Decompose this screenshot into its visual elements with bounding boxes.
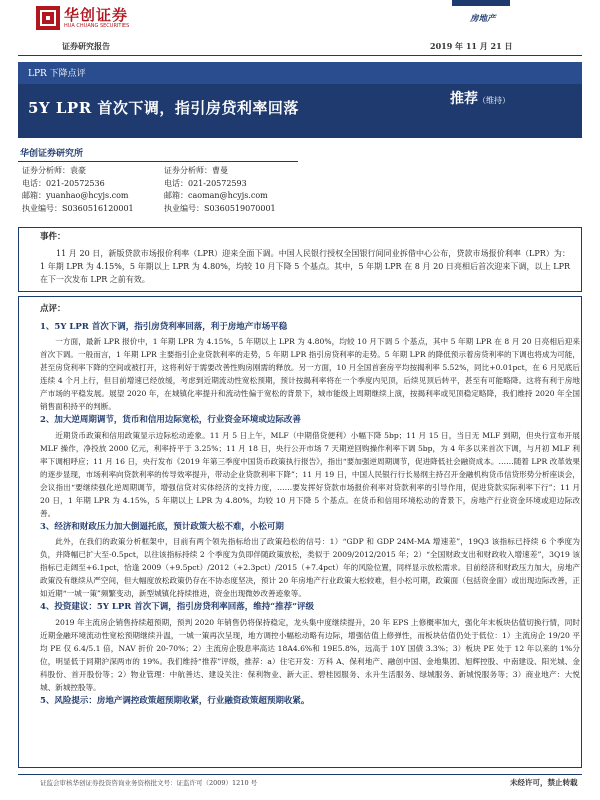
footer-divider [18, 774, 582, 775]
industry-label: 房地产 [470, 14, 496, 24]
analyst-name-row [22, 165, 134, 178]
analyst-email-row [164, 190, 276, 203]
analyst-name: 袁豪 [70, 166, 86, 175]
header-corner-tab [452, 0, 510, 6]
risk-line [40, 696, 580, 707]
analyst-role: 证券分析师： [22, 166, 70, 175]
analyst-card [22, 165, 134, 215]
analyst-name: 曹曼 [212, 166, 228, 175]
rating-note: （维持） [478, 96, 510, 105]
footer-notice: 未经许可，禁止转载 [510, 778, 578, 787]
report-subtitle: LPR 下降点评 [28, 69, 86, 79]
analyst-email[interactable]: yuanhao@hcyjs.com [46, 191, 129, 200]
analyst-license-row [22, 203, 134, 216]
company-logo-icon [36, 6, 60, 30]
analyst-license: S0360519070001 [204, 203, 276, 213]
company-logo-english: HUA CHUANG SECURITIES [64, 23, 130, 29]
analyst-card [164, 165, 276, 215]
institute-name: 华创证券研究所 [20, 149, 84, 159]
analyst-phone: 021-20572593 [188, 178, 247, 188]
event-text: 11 月 20 日，新版贷款市场报价利率（LPR）迎来全面下调。中国人民银行授权全国银行间同业拆借中心公布，贷款市场报价利率（LPR）为：1 年期 LPR 为 4.15%，5 年期以上 LPR 为 4.80%，均较 10 月下降 5 个基点。其中，5 年期 LPR 在 8 月 20 日亮相后首次迎来下调，以上 LPR 在下一次发布 LPR 之前有效。 [40, 249, 570, 284]
email-label: 邮箱： [164, 191, 188, 200]
email-label: 邮箱： [22, 191, 46, 200]
analyst-email-row [22, 190, 134, 203]
section-title: 2、加大逆周期调节，货币和信用边际宽松，行业资金环境或边际改善 [40, 415, 301, 426]
section-title: 5、风险提示： [40, 695, 97, 706]
event-heading: 事件： [40, 232, 66, 242]
section-text: 一方面，最新 LPR 报价中，1 年期 LPR 为 4.15%，5 年期以上 LPR 为 4.80%，均较 10 月下调 5 个基点，其中 5 年期 LPR 在 8 月 20 日亮相后迎来首次下调。一般而言，1 年期 LPR 主要指引企业贷款利率的走势，5 年期 LPR 指引房贷利率的走势。5 年期 LPR 的降低预示着房贷利率的下调也将成为可能，甚至房贷利率下降的空间或被打开，这将利好于需要改善性购房刚需的释放。另一方面，10 月全国首套房平均按揭利率 5.52%，同比+0.01pct，在 6 月见底后连续 4 个月上行，但目前增速已经放缓，考虑到近期流动性宽松预期，预计按揭利率将在一个季度内见顶，后续见顶后转平，甚至有可能略降。这将有利于房地产市场的平稳发展。展望 2020 年，在城镇化率提升和流动性偏于宽松的背景下，城市能级上周期继续上演，按揭利率或见顶稳定略降，我们维持 2020 年全国销售面积持平的判断。 [40, 337, 580, 412]
footer-license: 证监会审核华创证券投资咨询业务资格批文号：证监许可（2009）1210 号 [40, 779, 258, 787]
analyst-phone-row [164, 178, 276, 191]
subtitle-strip [18, 62, 582, 84]
section-text: 此外，在我们的政策分析框架中，目前有两个领先指标给出了政策趋松的信号：1）“GDP 和 GDP 24M-MA 增速差”，19Q3 该指标已持续 6 个季度为负，并降幅已扩大至-0.5pct，以往该指标持续 2 个季度为负即伴随政策放松，类似于 2009/2012/2015 年；2）“全国财政支出和财政收入增速差”，3Q19 该指标已走阔至+6.1pct，恰逢 2009（+9.5pct）/2012（+2.3pct）/2015（+7.4pct）年的风险位置，同样显示放松需求。目前经济和财政压力加大，房地产政策没有继续从严空间，但大幅度放松政策仍存在不协态度坚决，预计 20 年房地产行业政策大松较难，但小松可期，政策面（包括资金面）或出现边际改善，正如近期“一城一策”频繁变动，新型城镇化持续推进，资金出现微妙改善迹象等。 [40, 537, 580, 599]
phone-label: 电话： [22, 178, 46, 188]
license-label: 执业编号： [22, 203, 62, 213]
section-text: 近期货币政策和信用政策显示边际松动迹象。11 月 5 日上午，MLF（中期借贷便利）小幅下降 5bp；11 月 15 日，当日无 MLF 到期，但央行宣布开展 MLF 操作，净投放 2000 亿元，利率持平于 3.25%；11 月 18 日，央行公开市场 7 天期逆回购操作利率下调 5bp，为 4 年多以来首次下调，与月初 MLF 利率下调相呼应；11 月 16 日，央行发布《2019 年第三季度中国货币政策执行报告》，指出“要加强逆周期调节，促进降低社会融资成本。……随着 LPR 改革效果的逐步显现，市场利率向贷款利率的传导效率提升，带动企业贷款利率下降”；11 月 19 日，中国人民银行行长易纲主持召开金融机构货币信贷形势分析座谈会，会议指出“要继续强化逆周期调节，增强信贷对实体经济的支持力度，……要发挥好贷款市场报价利率对贷款利率的引导作用，促进贷款实际利率下行”；11 月 20 日，1 年期 LPR 为 4.15%，5 年期以上 LPR 为 4.80%，均较 10 月下降 5 个基点。在货币和信用环境松动的背景下，房地产行业资金环境或迎边际改善。 [40, 430, 580, 518]
company-logo-text: 华创证券 [64, 6, 129, 24]
commentary-body [40, 320, 580, 709]
report-type: 证券研究报告 [62, 41, 110, 51]
rating-text: 推荐 [450, 91, 478, 107]
analyst-email[interactable]: caoman@hcyjs.com [188, 191, 268, 200]
analyst-name-row [164, 165, 276, 178]
analyst-phone: 021-20572536 [46, 178, 105, 188]
section-title: 4、投资建议：5Y LPR 首次下调，指引房贷利率回落，维持“推荐”评级 [40, 602, 315, 613]
report-title: 5Y LPR 首次下调，指引房贷利率回落 [28, 99, 299, 117]
institute-divider [18, 161, 298, 162]
analyst-license-row [164, 203, 276, 216]
rating-badge [450, 90, 510, 109]
analyst-license: S0360516120001 [62, 203, 134, 213]
section-title: 3、经济和财政压力加大倒逼托底，预计政策大松不难，小松可期 [40, 521, 284, 532]
commentary-heading: 点评： [40, 304, 66, 314]
license-label: 执业编号： [164, 203, 204, 213]
report-date: 2019 年 11 月 21 日 [430, 41, 513, 51]
section-text: 2019 年主流房企销售持续超预期，预判 2020 年销售仍将保持稳定，龙头集中度继续提升，20 年 EPS 上修概率加大，强化年末板块估值切换行情，同时近期金融环境流动性宽松预期继续升温，一城一策再次呈现，地方调控小幅松动略有边际，增强估值上修弹性，而板块估值仍处于低位：1）主流房企 19/20 平均 PE 仅 6.4/5.1 倍，NAV 折价 20-70%；2）主流房企股息率高达 18A4.6%和 19E5.8%，远高于 10Y 国债 3.3%；3）板块 PE 处于 12 年以来的 1%分位，明显低于同期沪深两市的 19%。我们维持“推荐”评级，推荐：a）住宅开发：万科 A、保利地产、融创中国、金地集团、旭辉控股、中南建设、阳光城、金科股份、首开股份等；2）物业管理：中航善达、建设关注：保利物业、新大正、碧桂园服务、永升生活服务、绿城服务、新城悦服务等；3）商业地产：大悦城、新城控股等。 [40, 617, 580, 692]
section-title: 1、5Y LPR 首次下调，指引房贷利率回落，利于房地产市场平稳 [40, 322, 288, 332]
risk-text: 房地产调控政策超预期收紧，行业融资政策超预期收紧。 [96, 695, 310, 706]
analyst-role: 证券分析师： [164, 166, 212, 175]
header-divider [18, 55, 582, 56]
phone-label: 电话： [164, 178, 188, 188]
analyst-phone-row [22, 178, 134, 191]
